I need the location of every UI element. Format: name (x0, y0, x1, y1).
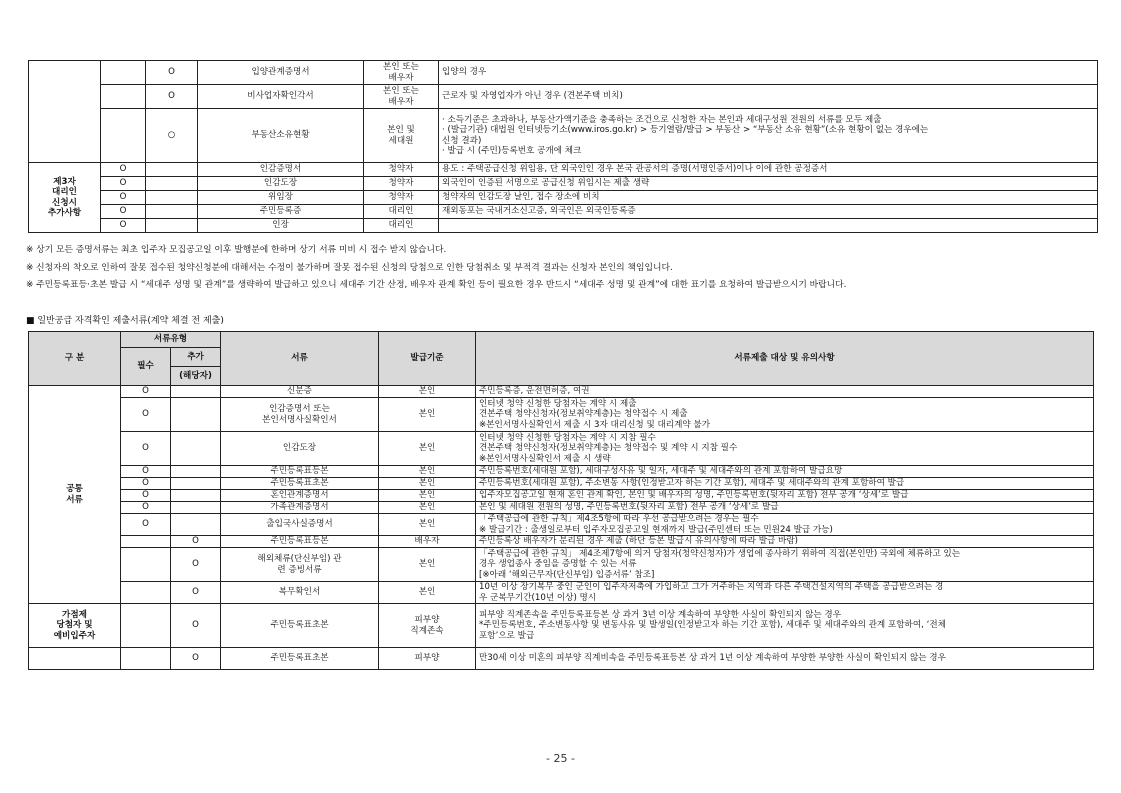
required-mark: O (101, 177, 146, 191)
document-name: 인감증명서 (198, 163, 364, 177)
required-mark (121, 604, 171, 648)
document-name: 주민등록증 (198, 205, 364, 219)
requirement-notes: 10년 이상 장기복무 중인 군인이 입주자저축에 가입하고 그가 거주하는 지역과 다른 주택건설지역의 주택을 공급받으려는 경 우 군복무기간(10년 이상) 명시 (476, 582, 1094, 604)
table-row (29, 466, 1094, 478)
requirement-notes: 용도 : 주택공급신청 위임용, 단 외국인인 경우 본국 관공서의 증명(서명인증서)이나 이에 관한 공정증서 (439, 163, 1098, 177)
table-row (29, 219, 1098, 233)
issue-basis: 피부양 (379, 648, 476, 670)
common-group-label: 공통 서류 (29, 386, 121, 604)
table-row (29, 109, 1098, 163)
required-mark: O (121, 490, 171, 502)
additional-mark: O (171, 582, 221, 604)
issue-basis: 본인 (379, 466, 476, 478)
requirement-notes: 「주택공급에 관한 규칙」제4조5항에 따라 우선 공급받으려는 경우는 필수 ※ 발급기간 : 출생일로부터 입주자모집공고일 현재까지 발급(주민센터 또는 민원24 발급 가능) (476, 514, 1094, 536)
additional-mark (146, 177, 198, 191)
required-mark: O (121, 478, 171, 490)
issue-basis: 본인 (379, 514, 476, 536)
requirement-notes: 인터넷 청약 신청한 당첨자는 계약 시 제출 견본주택 청약신청자(정보취약계층)는 청약접수 시 제출 ※본인서명사실확인서 제출 시 3자 대리신청 및 대리계약 불가 (476, 398, 1094, 432)
header-document: 서류 (221, 332, 379, 386)
additional-mark (171, 502, 221, 514)
requirement-notes: 피부양 직계존속을 주민등록표등본 상 과거 3년 이상 계속하여 부양한 사실이 확인되지 않는 경우 *주민등록번호, 주소변동사항 및 변동사유 및 발생일(인정받고자 하는 기간 포함), 세대주 및 세대주와의 관계 포함하여, ‘전체 포함’으로 발급 (476, 604, 1094, 648)
issue-basis: 본인 또는 배우자 (364, 61, 439, 85)
table-row (29, 478, 1094, 490)
required-mark: O (121, 432, 171, 466)
requirement-notes (439, 219, 1098, 233)
table-row (29, 191, 1098, 205)
table-row (29, 61, 1098, 85)
document-name: 인감도장 (198, 177, 364, 191)
required-mark (121, 582, 171, 604)
requirement-notes: · 소득기준은 초과하나, 부동산가액기준을 충족하는 조건으로 신청한 자는 본인과 세대구성원 전원의 서류를 모두 제출 · (발급기관) 대법원 인터넷등기소(www.iros.go.kr) > 등기열람/발급 > 부동산 > “부동산 소유 현황”(소유 현황이 없는 경우에는 신청 결과) · 발급 시 (주민)등록번호 공개에 체크 (439, 109, 1098, 163)
requirement-notes: 주민등록번호(세대원 포함), 주소변동 사항(인정받고자 하는 기간 포함), 세대주 및 세대주와의 관계 포함하여 발급 (476, 478, 1094, 490)
additional-mark: ○ (146, 109, 198, 163)
additional-mark (171, 398, 221, 432)
table-row (29, 85, 1098, 109)
requirement-notes: 근로자 및 자영업자가 아닌 경우 (견본주택 비치) (439, 85, 1098, 109)
table-row (29, 604, 1094, 648)
issue-basis: 본인 또는 배우자 (364, 85, 439, 109)
table-row (29, 386, 1094, 398)
header-additional-1: 추가 (171, 348, 221, 367)
document-name: 주민등록표초본 (221, 648, 379, 670)
requirement-notes: 청약자의 인감도장 날인, 접수 장소에 비치 (439, 191, 1098, 205)
additional-mark: O (146, 85, 198, 109)
table-row (29, 490, 1094, 502)
issue-basis: 본인 (379, 478, 476, 490)
table-row (29, 536, 1094, 548)
table-row (29, 205, 1098, 219)
proxy-group-label: 제3자 대리인 신청시 추가사항 (29, 163, 101, 233)
additional-mark: O (146, 61, 198, 85)
general-supply-documents-table (28, 331, 1094, 670)
document-name: 주민등록표초본 (221, 478, 379, 490)
required-mark: O (121, 466, 171, 478)
additional-mark (146, 191, 198, 205)
note-line: ※ 주민등록표등·초본 발급 시 “세대주 성명 및 관계”를 생략하여 발급하고 있으니 세대주 기간 산정, 배우자 관계 확인 등이 필요한 경우 반드시 “세대주 성명 및 관계”에 대한 표기를 요청하여 발급받으시기 바랍니다. (26, 280, 847, 290)
additional-mark (146, 205, 198, 219)
additional-mark: O (171, 604, 221, 648)
requirement-notes: 만30세 이상 미혼의 피부양 직계비속을 주민등록표등본 상 과거 1년 이상 계속하여 부양한 부양한 사실이 확인되지 않는 경우 (476, 648, 1094, 670)
requirement-notes: 인터넷 청약 신청한 당첨자는 계약 시 지참 필수 견본주택 청약신청자(정보취약계층)는 청약접수 및 계약 시 지참 필수 ※본인서명사실확인서 제출 시 생략 (476, 432, 1094, 466)
header-additional-2: (해당자) (171, 367, 221, 386)
required-mark: O (121, 502, 171, 514)
additional-mark (171, 490, 221, 502)
issue-basis: 본인 (379, 548, 476, 582)
additional-mark (171, 432, 221, 466)
note-line: ※ 상기 모든 증명서류는 최초 입주자 모집공고일 이후 발행분에 한하며 상기 서류 미비 시 접수 받지 않습니다. (26, 245, 447, 255)
document-name: 복무확인서 (221, 582, 379, 604)
group-cell-blank (29, 648, 121, 670)
table-row (29, 502, 1094, 514)
issue-basis: 피부양 직계존속 (379, 604, 476, 648)
header-notes: 서류제출 대상 및 유의사항 (476, 332, 1094, 386)
document-name: 가족관계증명서 (221, 502, 379, 514)
requirement-notes: 주민등록상 배우자가 분리된 경우 제출 (하단 등본 발급시 유의사항에 따라 발급 바람) (476, 536, 1094, 548)
document-name: 혼인관계증명서 (221, 490, 379, 502)
required-mark: O (121, 398, 171, 432)
table-row (29, 582, 1094, 604)
required-mark (101, 109, 146, 163)
header-required: 필수 (121, 348, 171, 386)
additional-mark (171, 514, 221, 536)
document-name: 주민등록표등본 (221, 466, 379, 478)
required-mark: O (121, 386, 171, 398)
requirement-notes: 주민등록증, 운전면허증, 여권 (476, 386, 1094, 398)
additional-mark (146, 163, 198, 177)
issue-basis: 본인 (379, 490, 476, 502)
additional-mark (171, 478, 221, 490)
additional-mark (146, 219, 198, 233)
table-row (29, 548, 1094, 582)
document-name: 인감도장 (221, 432, 379, 466)
table-row (29, 514, 1094, 536)
issue-basis: 대리인 (364, 219, 439, 233)
document-name: 해외체류(단신부임) 관 련 증빙서류 (221, 548, 379, 582)
header-doc-type: 서류유형 (121, 332, 221, 348)
document-name: 입양관계증명서 (198, 61, 364, 85)
section-heading: ■ 일반공급 자격확인 제출서류(계약 체결 전 제출) (26, 316, 224, 326)
requirement-notes: 「주택공급에 관한 규칙」 제4조제7항에 의거 당첨자(청약신청자)가 생업에 종사하기 위하여 직접(본인만) 국외에 체류하고 있는 경우 생업종사 중임을 증명할 수 있는 서류 [※아래 ‘해외근무자(단신부임) 입증서류’ 참조] (476, 548, 1094, 582)
required-mark (101, 85, 146, 109)
requirement-notes: 외국인이 인증된 서명으로 공급신청 위임시는 제출 생략 (439, 177, 1098, 191)
issue-basis: 청약자 (364, 177, 439, 191)
note-line: ※ 신청자의 착오로 인하여 잘못 접수된 청약신청분에 대해서는 수정이 불가하며 잘못 접수된 신청의 당첨으로 인한 당첨취소 및 부적격 결과는 신청자 본인의 책임입니다. (26, 263, 673, 273)
issue-basis: 청약자 (364, 191, 439, 205)
issue-basis: 본인 (379, 582, 476, 604)
requirement-notes: 입양의 경우 (439, 61, 1098, 85)
issue-basis: 본인 (379, 398, 476, 432)
table-row (29, 432, 1094, 466)
additional-mark: O (171, 548, 221, 582)
document-name: 주민등록표초본 (221, 604, 379, 648)
additional-mark: O (171, 648, 221, 670)
requirement-notes: 재외동포는 국내거소신고증, 외국인은 외국인등록증 (439, 205, 1098, 219)
document-name: 신분증 (221, 386, 379, 398)
requirement-notes: 본인 및 세대원 전원의 성명, 주민등록번호(뒷자리 포함) 전부 공개 ‘상세’로 발급 (476, 502, 1094, 514)
required-mark: O (101, 163, 146, 177)
issue-basis: 본인 및 세대원 (364, 109, 439, 163)
required-mark (121, 648, 171, 670)
issue-basis: 대리인 (364, 205, 439, 219)
page-number: - 25 - (546, 752, 575, 765)
additional-mark: O (171, 536, 221, 548)
document-name: 부동산소유현황 (198, 109, 364, 163)
additional-mark (171, 386, 221, 398)
document-name: 인장 (198, 219, 364, 233)
issue-basis: 본인 (379, 432, 476, 466)
header-category: 구 분 (29, 332, 121, 386)
required-mark: O (101, 219, 146, 233)
issue-basis: 배우자 (379, 536, 476, 548)
table-row (29, 648, 1094, 670)
document-name: 주민등록표등본 (221, 536, 379, 548)
issue-basis: 본인 (379, 502, 476, 514)
required-mark: O (121, 514, 171, 536)
table-row (29, 177, 1098, 191)
table-row (29, 398, 1094, 432)
additional-mark (171, 466, 221, 478)
proxy-documents-table (28, 60, 1098, 233)
header-basis: 발급기준 (379, 332, 476, 386)
required-mark (121, 536, 171, 548)
issue-basis: 본인 (379, 386, 476, 398)
winner-group-label: 가점제 당첨자 및 예비입주자 (29, 604, 121, 648)
group-cell-blank (29, 61, 101, 163)
document-name: 비사업자확인각서 (198, 85, 364, 109)
issue-basis: 청약자 (364, 163, 439, 177)
required-mark: O (101, 205, 146, 219)
document-name: 출입국사실증명서 (221, 514, 379, 536)
required-mark (101, 61, 146, 85)
document-name: 위임장 (198, 191, 364, 205)
requirement-notes: 주민등록번호(세대원 포함), 세대구성사유 및 일자, 세대주 및 세대주와의 관계 포함하여 발급요망 (476, 466, 1094, 478)
table-row (29, 163, 1098, 177)
required-mark: O (101, 191, 146, 205)
document-name: 인감증명서 또는 본인서명사실확인서 (221, 398, 379, 432)
requirement-notes: 입주자모집공고일 현재 혼인 관계 확인, 본인 및 배우자의 성명, 주민등록번호(뒷자리 포함) 전부 공개 ‘상세’로 발급 (476, 490, 1094, 502)
required-mark (121, 548, 171, 582)
